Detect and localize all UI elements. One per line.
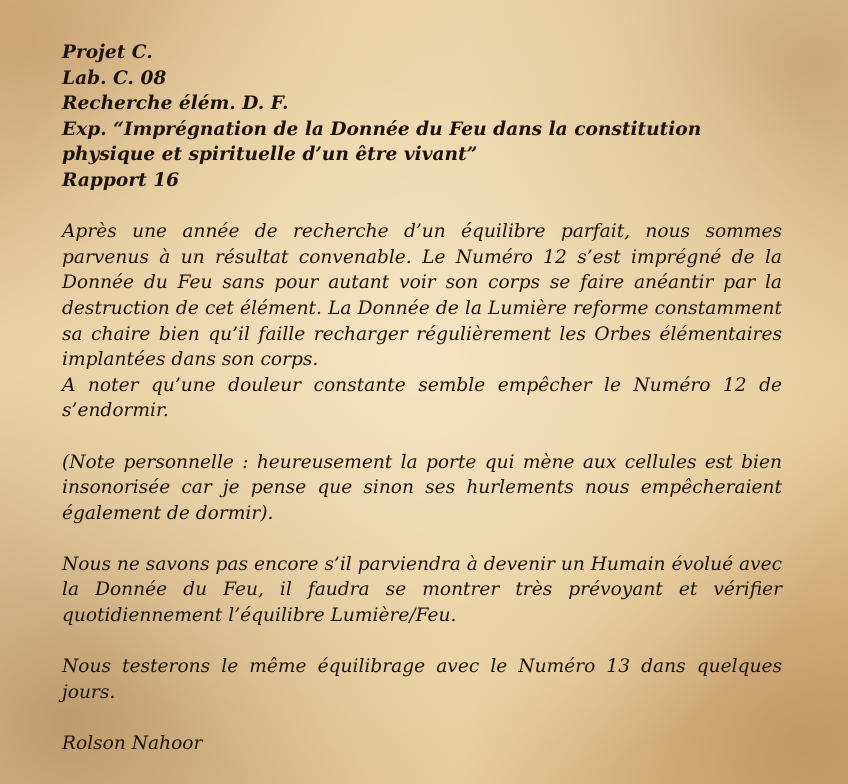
research-line: Recherche élém. D. F. [62,93,289,115]
lab-line: Lab. C. 08 [62,67,167,89]
spacer [62,424,782,450]
spacer [62,526,782,552]
paragraph-next-test: Nous testerons le même équilibrage avec le Numéro 13 dans quelques jours. [62,656,782,703]
paragraph-pain-note: A noter qu’une douleur constante semble empêcher le Numéro 12 de s’endormir. [62,374,782,422]
experiment-line: Exp. “Imprégnation de la Donnée du Feu dans la constitution physique et spirituelle d’un être vivant” [62,118,702,166]
project-line: Projet C. [62,42,153,63]
spacer [62,194,782,220]
paragraph-personal-note: (Note personnelle : heureusement la porte qui mène aux cellules est bien insonorisée car je pense que sinon ses hurlements nous empêcheraient également de dormir). [62,451,782,524]
spacer [62,705,782,731]
paragraph-results: Après une année de recherche d’un équilibre parfait, nous sommes parvenus à un résultat convenable. Le Numéro 12 s’est imprégné de la Donnée du Feu sans pour autant voir son corps se faire anéantir par la destruction de cet élément. La Donnée de la Lumière reforme constamment sa chaire bien qu’il faille recharger régulièrement les Orbes élémentaires implantées dans son corps. [62,221,782,371]
signature: Rolson Nahoor [62,733,203,755]
research-report [62,40,782,757]
spacer [62,629,782,655]
paragraph-outlook: Nous ne savons pas encore s’il parviendra à devenir un Humain évolué avec la Donnée du Feu, il faudra se montrer très prévoyant et vérifier quotidiennement l’équilibre Lumière/Feu. [62,553,782,627]
report-number-line: Rapport 16 [62,169,180,191]
